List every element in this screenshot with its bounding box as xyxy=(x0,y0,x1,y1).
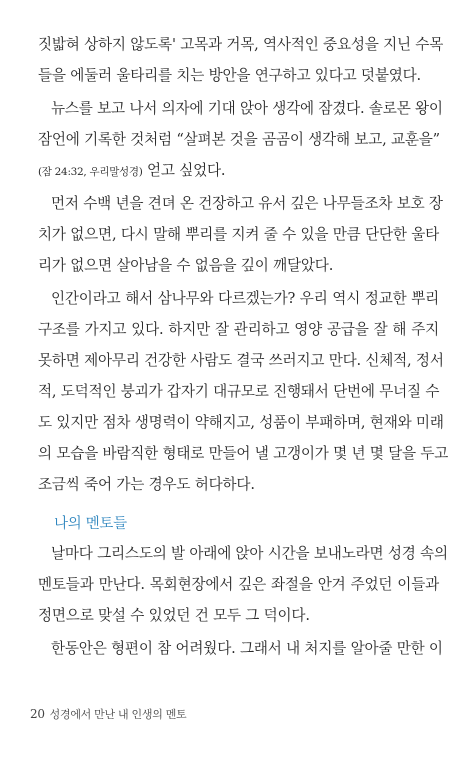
text-line: 먼저 수백 년을 견뎌 온 건장하고 유서 깊은 나무들조차 보호 장 xyxy=(51,195,443,212)
text-line: 리가 없으면 살아남을 수 없음을 깊이 깨달았다. xyxy=(38,257,334,274)
text-line: 치가 없으면, 다시 말해 뿌리를 지켜 줄 수 있을 만큼 단단한 울타 xyxy=(38,226,439,243)
text-line: 구조를 가지고 있다. 하지만 잘 관리하고 영양 공급을 잘 해 주지 xyxy=(38,321,439,338)
text-line: 한동안은 형편이 참 어려웠다. 그래서 내 처지를 알아줄 만한 이 xyxy=(51,640,443,657)
page-footer xyxy=(30,706,186,723)
text-line: 뉴스를 보고 나서 의자에 기대 앉아 생각에 잠겼다. 솔로몬 왕이 xyxy=(51,100,443,117)
text-line: 의 모습을 바람직한 형태로 만들어 낼 고갱이가 몇 년 몇 달을 두고 xyxy=(38,445,449,462)
text-line: 짓밟혀 상하지 않도록' 고목과 거목, 역사적인 중요성을 지닌 수목 xyxy=(38,36,444,53)
text-line: 인간이라고 해서 삼나무와 다르겠는가? 우리 역시 정교한 뿌리 xyxy=(51,290,439,307)
text-line: 날마다 그리스도의 발 아래에 앉아 시간을 보내노라면 성경 속의 xyxy=(51,545,448,562)
text-line: 들을 에둘러 울타리를 치는 방안을 연구하고 있다고 덧붙였다. xyxy=(38,67,421,84)
text-line: 잠언에 기록한 것처럼 “살펴본 것을 곰곰이 생각해 보고, 교훈을” xyxy=(38,131,440,148)
text-line: 도 있지만 점차 생명력이 약해지고, 성품이 부패하며, 현재와 미래 xyxy=(38,414,444,431)
text-line: 정면으로 맞설 수 있었던 건 모두 그 덕이다. xyxy=(38,607,310,624)
text-line: 못하면 제아무리 건강한 사람도 결국 쓰러지고 만다. 신체적, 정서 xyxy=(38,352,444,369)
scripture-reference: (잠 24:32, 우리말성경) xyxy=(38,166,143,178)
page-number: 20 xyxy=(30,707,45,721)
text-line: 적, 도덕적인 붕괴가 갑자기 대규모로 진행돼서 단번에 무너질 수 xyxy=(38,383,440,400)
text-line: 조금씩 죽어 가는 경우도 허다하다. xyxy=(38,476,255,493)
text-fragment: 얻고 싶었다. xyxy=(146,162,226,179)
running-title: 성경에서 만난 내 인생의 멘토 xyxy=(49,708,187,721)
text-line: 멘토들과 만난다. 목회현장에서 깊은 좌절을 안겨 주었던 이들과 xyxy=(38,576,439,593)
section-heading: 나의 멘토들 xyxy=(54,516,127,532)
text-line xyxy=(38,156,439,186)
